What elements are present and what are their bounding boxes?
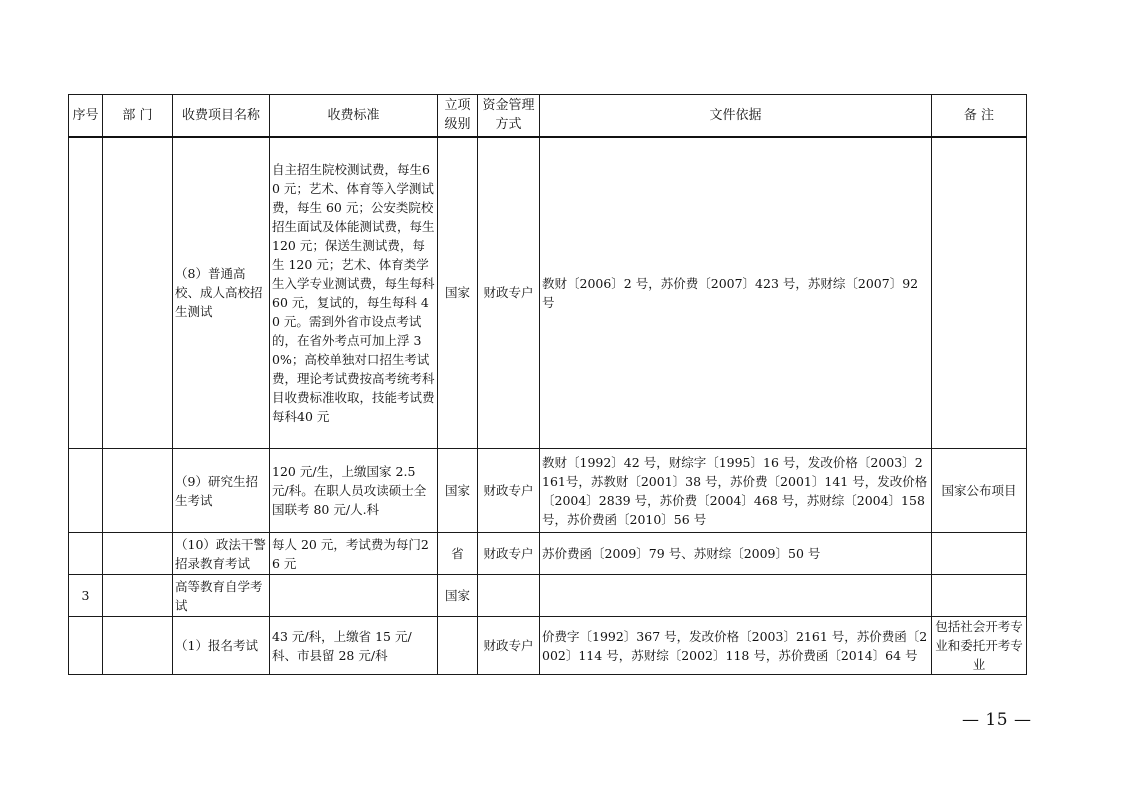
cell-basis — [540, 575, 932, 617]
header-basis: 文件依据 — [540, 95, 932, 137]
cell-standard: 43 元/科，上缴省 15 元/科、市县留 28 元/科 — [270, 617, 438, 675]
cell-basis: 教财〔1992〕42 号，财综字〔1995〕16 号，发改价格〔2003〕2161号，苏教财〔2001〕38 号，苏价费〔2001〕141 号，发改价格〔2004〕2839 号，苏价费〔2004〕468 号，苏财综〔2004〕158 号，苏价费函〔2010〕56 号 — [540, 449, 932, 533]
cell-basis: 苏价费函〔2009〕79 号、苏财综〔2009〕50 号 — [540, 533, 932, 575]
cell-level: 国家 — [438, 449, 478, 533]
cell-seq — [69, 449, 103, 533]
cell-level — [438, 617, 478, 675]
cell-remark — [932, 575, 1027, 617]
header-standard: 收费标准 — [270, 95, 438, 137]
fee-table — [68, 94, 1027, 675]
cell-standard — [270, 575, 438, 617]
cell-basis: 教财〔2006〕2 号，苏价费〔2007〕423 号，苏财综〔2007〕92 号 — [540, 137, 932, 449]
table-header-row — [69, 95, 1027, 137]
cell-item-name: （8）普通高校、成人高校招生测试 — [173, 137, 270, 449]
cell-fund-mgmt: 财政专户 — [478, 449, 540, 533]
cell-remark: 国家公布项目 — [932, 449, 1027, 533]
cell-standard: 自主招生院校测试费，每生60 元；艺术、体育等入学测试费，每生 60 元；公安类院校招生面试及体能测试费，每生 120 元；保送生测试费，每生 120 元；艺术、体育类学生入学专业测试费，每生每科 60 元，复试的，每生每科 40 元。需到外省市设点考试的，在省外考点可加上浮 30%；高校单独对口招生考试费，理论考试费按高考统考科目收费标准收取，技能考试费每科40 元 — [270, 137, 438, 449]
cell-level: 国家 — [438, 137, 478, 449]
cell-seq — [69, 533, 103, 575]
cell-standard: 120 元/生，上缴国家 2.5 元/科。在职人员攻读硕士全国联考 80 元/人.科 — [270, 449, 438, 533]
table-row — [69, 449, 1027, 533]
cell-basis: 价费字〔1992〕367 号，发改价格〔2003〕2161 号，苏价费函〔2002〕114 号，苏财综〔2002〕118 号，苏价费函〔2014〕64 号 — [540, 617, 932, 675]
cell-seq — [69, 617, 103, 675]
header-item-name: 收费项目名称 — [173, 95, 270, 137]
header-remark: 备 注 — [932, 95, 1027, 137]
header-level: 立项 级别 — [438, 95, 478, 137]
cell-dept — [103, 137, 173, 449]
table-row — [69, 617, 1027, 675]
cell-item-name: （1）报名考试 — [173, 617, 270, 675]
cell-fund-mgmt: 财政专户 — [478, 533, 540, 575]
table-row — [69, 575, 1027, 617]
cell-remark — [932, 137, 1027, 449]
cell-standard: 每人 20 元，考试费为每门26 元 — [270, 533, 438, 575]
cell-dept — [103, 617, 173, 675]
cell-seq: 3 — [69, 575, 103, 617]
header-fund-mgmt: 资金管理 方式 — [478, 95, 540, 137]
cell-fund-mgmt: 财政专户 — [478, 617, 540, 675]
cell-fund-mgmt: 财政专户 — [478, 137, 540, 449]
cell-remark — [932, 533, 1027, 575]
cell-remark: 包括社会开考专业和委托开考专业 — [932, 617, 1027, 675]
cell-item-name: （9）研究生招生考试 — [173, 449, 270, 533]
cell-seq — [69, 137, 103, 449]
cell-item-name: 高等教育自学考试 — [173, 575, 270, 617]
page-number: — 15 — — [962, 710, 1032, 730]
table-row — [69, 137, 1027, 449]
table-row — [69, 533, 1027, 575]
header-dept: 部 门 — [103, 95, 173, 137]
cell-level: 国家 — [438, 575, 478, 617]
cell-dept — [103, 533, 173, 575]
cell-dept — [103, 575, 173, 617]
cell-fund-mgmt — [478, 575, 540, 617]
cell-item-name: （10）政法干警招录教育考试 — [173, 533, 270, 575]
cell-dept — [103, 449, 173, 533]
header-seq: 序号 — [69, 95, 103, 137]
cell-level: 省 — [438, 533, 478, 575]
